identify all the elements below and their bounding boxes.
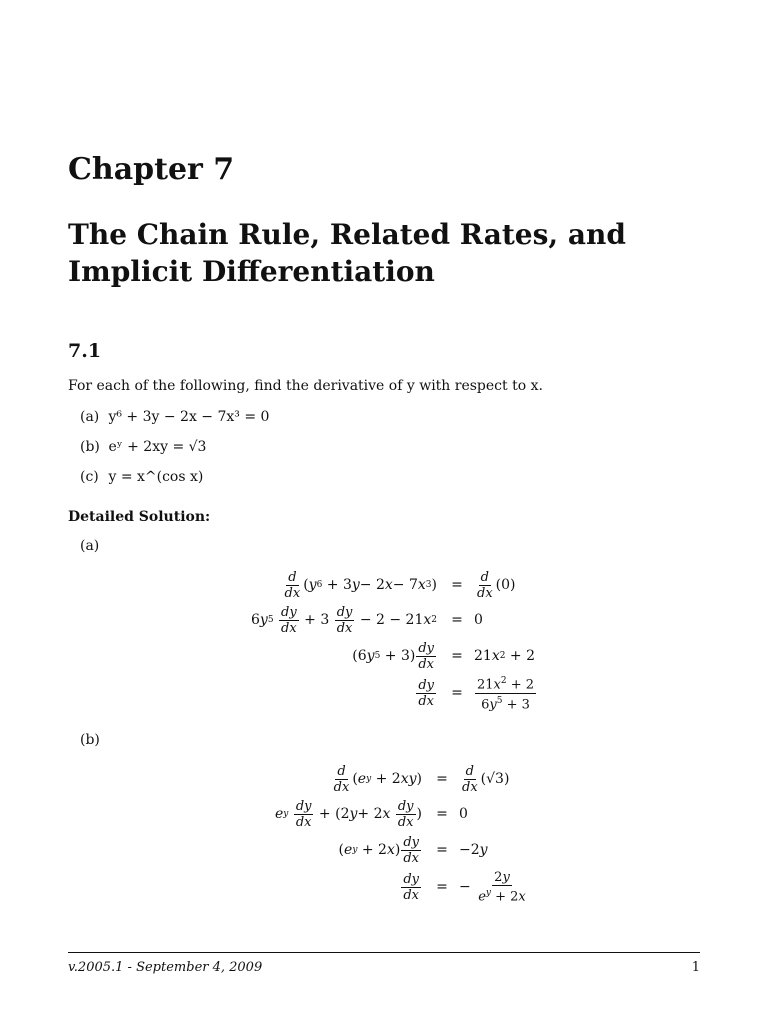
problem-label: (b) <box>80 439 100 455</box>
equation-line: 6 y 5 $\frac{dy}{dx}$ + 3 $\frac{dy}{dx}$ − 2 − 21 x 2 = 0 <box>251 604 483 636</box>
problem-label: (a) <box>80 409 100 425</box>
equation-line: $\frac{dy}{dx}$ = − $\frac{2y}{e^y + 2x}$ <box>0 869 768 905</box>
equation-lhs: $\frac{d}{dx}$ ( e y + 2 xy ) <box>333 763 422 795</box>
problem-intro: For each of the following, find the derivative of y with respect to x. <box>68 378 543 394</box>
problem-expression: eʸ + 2xy = √3 <box>108 439 207 455</box>
equation-line: e y $\frac{dy}{dx}$ + (2 y + 2 x $\frac{dy}{dx}$ ) = 0 <box>274 798 468 830</box>
chapter-title: The Chain Rule, Related Rates, and Implicit Differentiation <box>68 218 626 288</box>
equation-lhs: ( e y + 2 x ) $\frac{dy}{dx}$ <box>338 834 419 866</box>
footer-rule <box>68 952 700 953</box>
equation-lhs: (6 y 5 + 3) $\frac{dy}{dx}$ <box>352 640 434 672</box>
equation-lhs: 6 y 5 $\frac{dy}{dx}$ + 3 $\frac{dy}{dx}$ − 2 − 21 x 2 <box>251 604 437 636</box>
problem-expression: y⁶ + 3y − 2x − 7x³ = 0 <box>108 409 270 425</box>
part-b-label: (b) <box>80 732 100 748</box>
problem-item-c <box>80 469 203 485</box>
footer-version: v.2005.1 - September 4, 2009 <box>68 960 263 975</box>
problem-expression: y = x^(cos x) <box>108 469 204 485</box>
equation-line: $\frac{dy}{dx}$ = $\frac{21x^2 + 2}{6y^5 + 3}$ <box>0 675 768 711</box>
page-number: 1 <box>691 960 700 975</box>
part-a-label: (a) <box>80 538 100 554</box>
equation-lhs: $\frac{d}{dx}$ ( y 6 + 3 y − 2 x − 7 x 3 ) <box>284 569 437 601</box>
equation-lhs: $\frac{dy}{dx}$ <box>403 871 419 903</box>
problem-label: (c) <box>80 469 99 485</box>
equation-line: $\frac{d}{dx}$ ( y 6 + 3 y − 2 x − 7 x 3 ) = $\frac{d}{dx}$ (0) <box>0 568 768 602</box>
solution-heading: Detailed Solution: <box>68 509 211 525</box>
equation-line: (6 y 5 + 3) $\frac{dy}{dx}$ = 21 x 2 + 2 <box>352 640 536 672</box>
equation-line: ( e y + 2 x ) $\frac{dy}{dx}$ = −2 y <box>338 834 488 866</box>
equation-lhs: e y $\frac{dy}{dx}$ + (2 y + 2 x $\frac{dy}{dx}$ ) <box>274 798 422 830</box>
equation-lhs: $\frac{dy}{dx}$ <box>418 677 434 709</box>
problem-item-a <box>80 409 269 425</box>
chapter-heading: Chapter 7 <box>68 152 235 187</box>
section-number: 7.1 <box>68 340 102 362</box>
problem-item-b <box>80 439 206 455</box>
equation-line: $\frac{d}{dx}$ ( e y + 2 xy ) = $\frac{d}{dx}$ (√3) <box>0 762 768 796</box>
